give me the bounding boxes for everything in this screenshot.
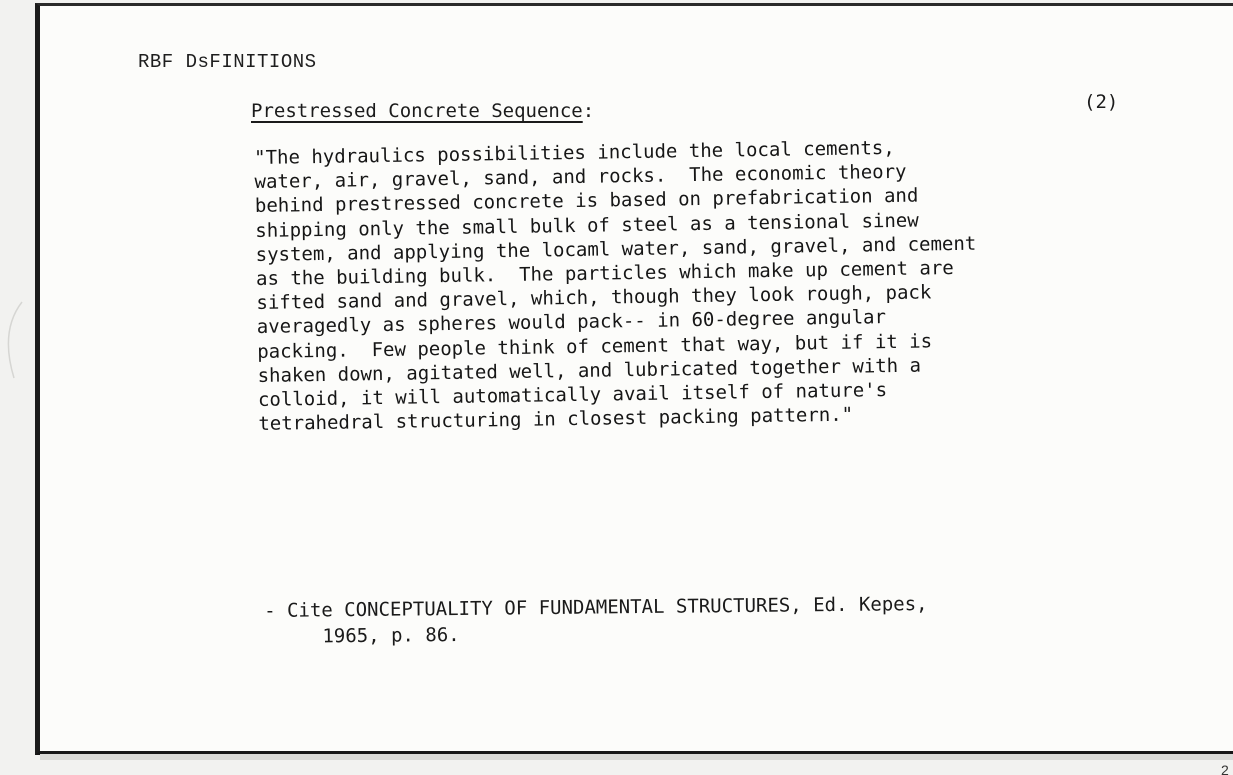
section-title-text: Prestressed Concrete Sequence <box>251 100 583 122</box>
quote-line: sifted sand and gravel, which, though they look rough, pack <box>256 281 932 315</box>
citation-line-2: 1965, p. 86. <box>322 623 460 648</box>
margin-mark <box>0 300 30 380</box>
citation <box>264 591 928 650</box>
section-title-colon: : <box>582 100 595 122</box>
quote-line: packing. Few people think of cement that way, but if it is <box>257 330 933 363</box>
quote-line: "The hydraulics possibilities include the local cements, <box>254 136 895 169</box>
quote-line: tetrahedral structuring in closest packing pattern." <box>258 403 854 436</box>
quote-line: system, and applying the locaml water, sand, gravel, and cement <box>255 232 977 266</box>
section-title <box>251 100 594 122</box>
quote-line: colloid, it will automatically avail itself of nature's <box>257 379 888 411</box>
citation-line-1: - Cite CONCEPTUALITY OF FUNDAMENTAL STRUCTURES, Ed. Kepes, <box>264 593 928 622</box>
quote-line: behind prestressed concrete is based on prefabrication and <box>254 184 919 218</box>
card-header: RBF DsFINITIONS <box>138 51 317 73</box>
quote-line: averagedly as spheres would pack-- in 60-degree angular <box>256 306 887 339</box>
edge-page-mark: 2 <box>1221 762 1229 775</box>
page-number: (2) <box>1084 91 1119 113</box>
quote-line: as the building bulk. The particles which make up cement are <box>255 257 954 290</box>
index-card <box>35 3 1233 755</box>
quote-line: shipping only the small bulk of steel as a tensional sinew <box>255 209 919 242</box>
quote-line: shaken down, agitated well, and lubricated together with a <box>257 354 922 387</box>
quote-line: water, air, gravel, sand, and rocks. The economic theory <box>254 160 907 194</box>
quote-block <box>254 132 1178 437</box>
